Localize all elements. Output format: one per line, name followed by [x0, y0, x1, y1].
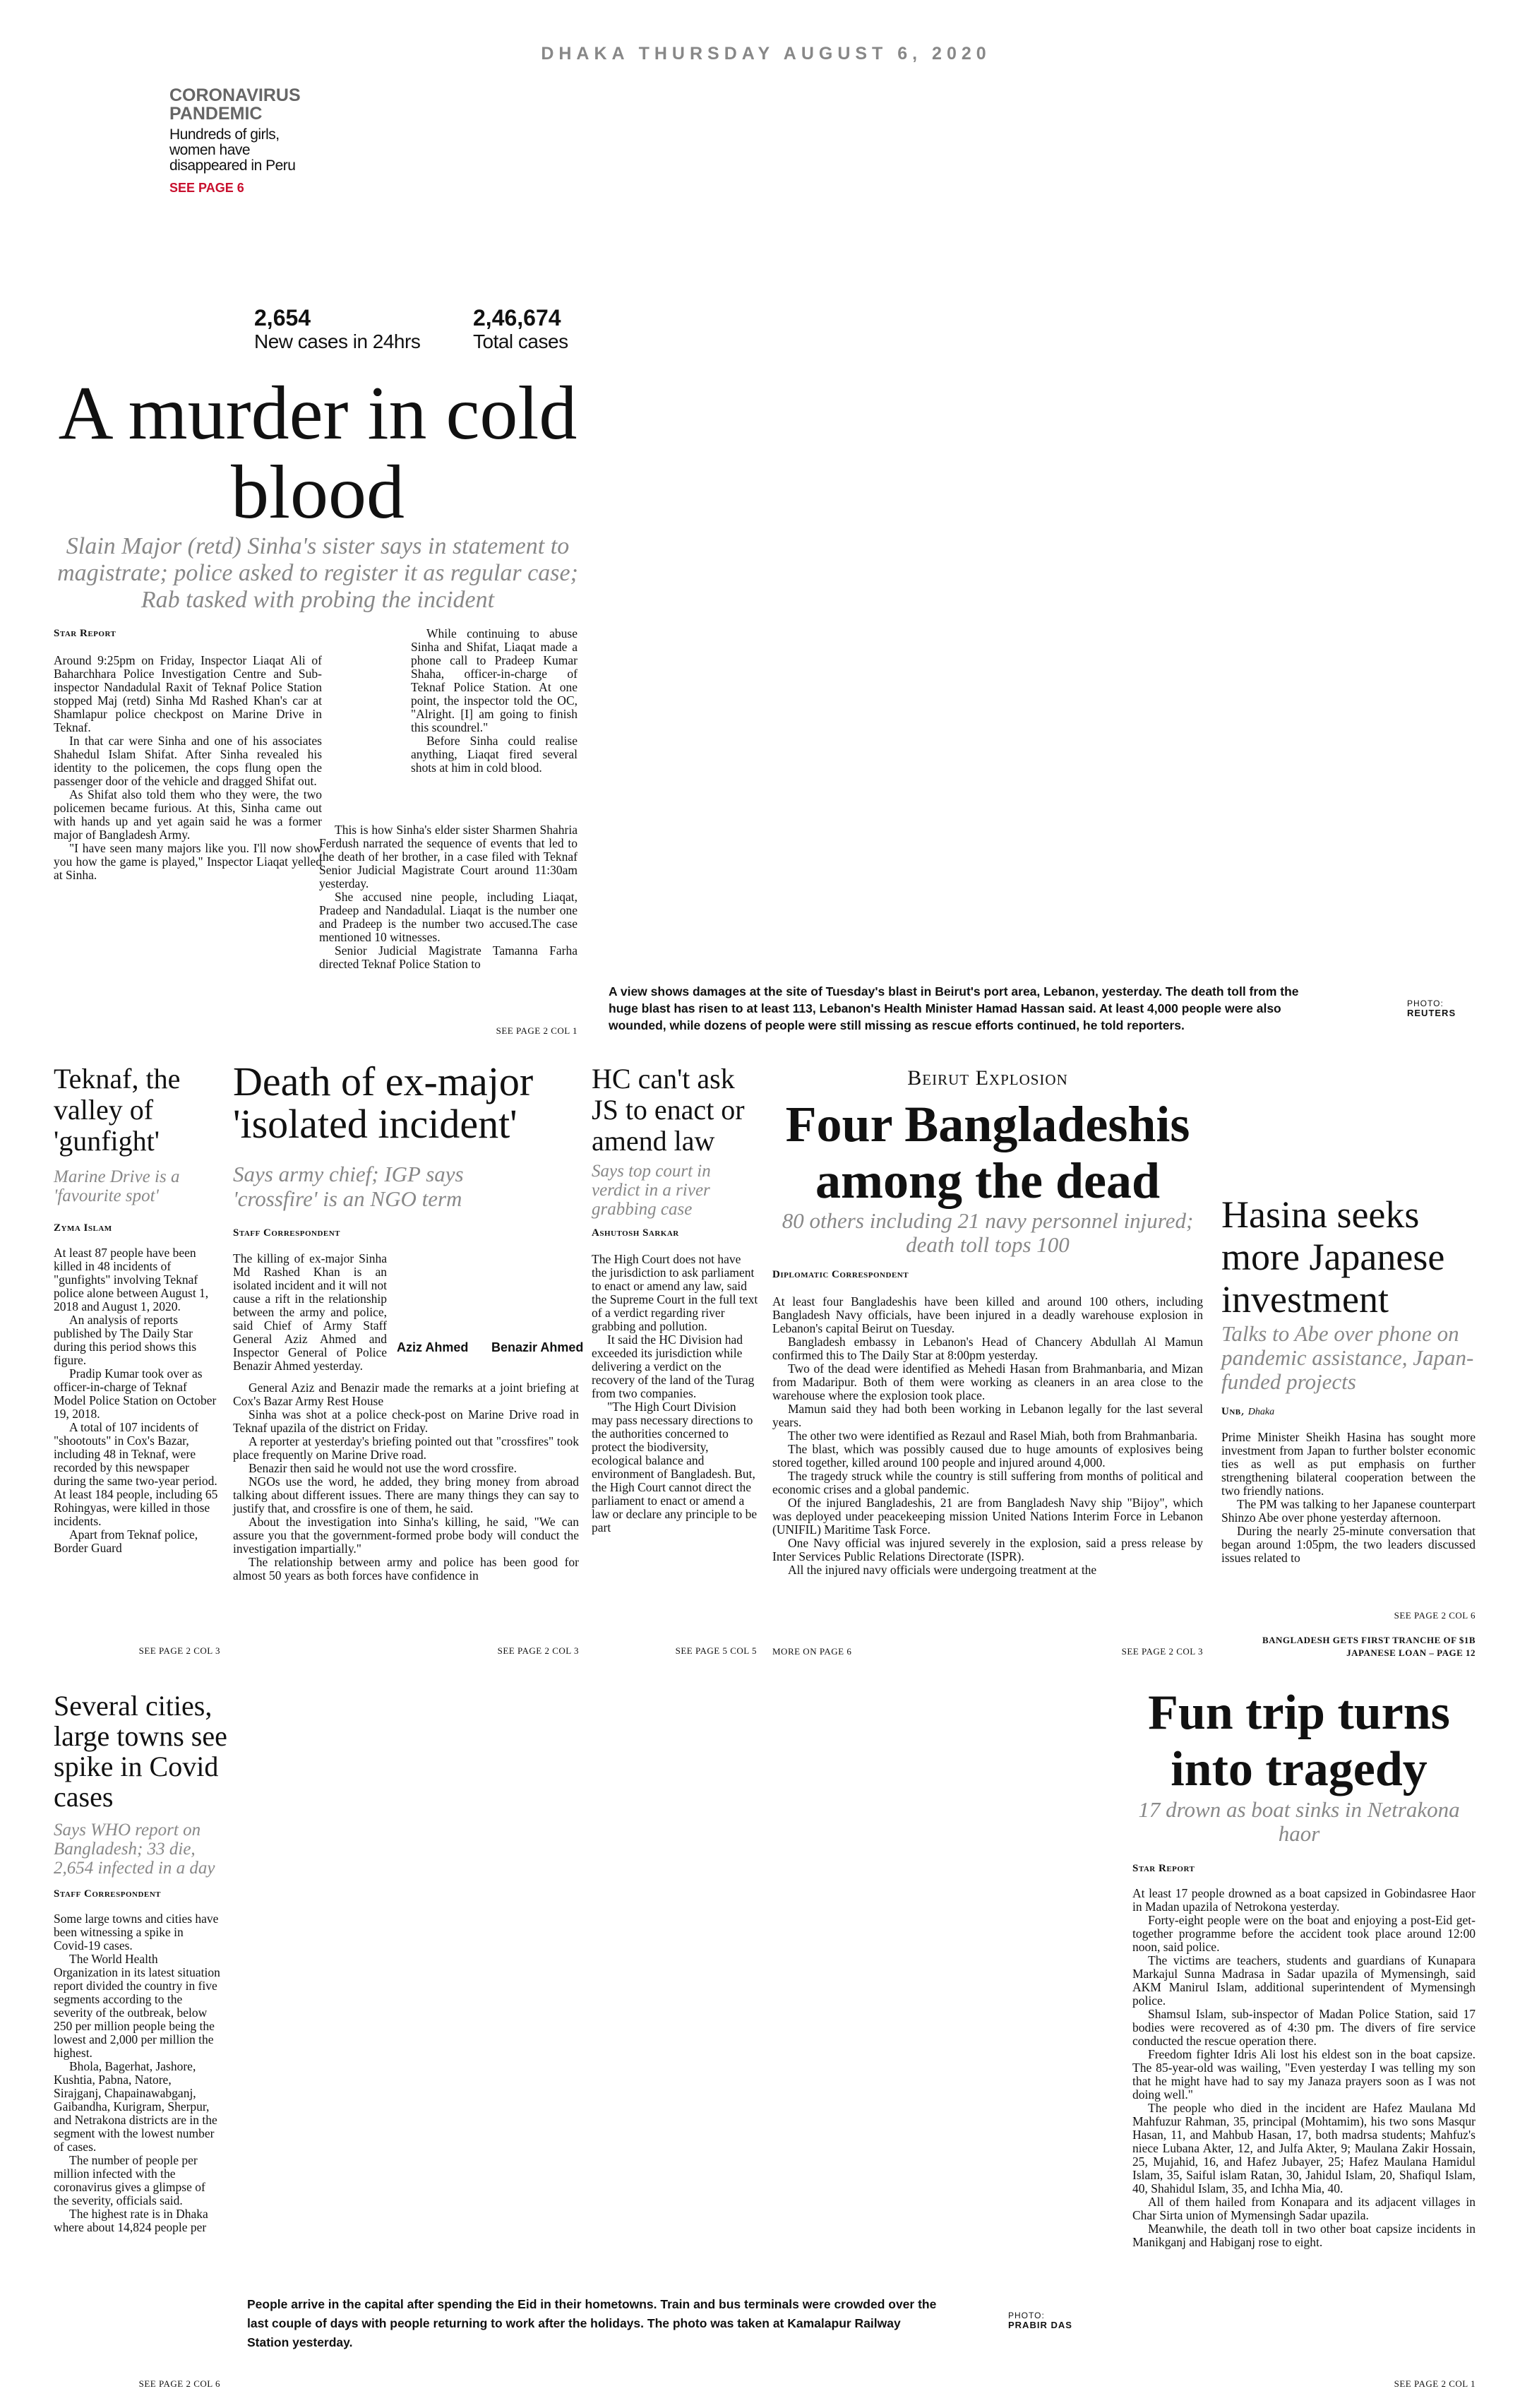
paragraph: This is how Sinha's elder sister Sharmen Shahria Ferdush narrated the sequence of events that led to the death of her brother, in a case filed with Teknaf Senior Judicial Magistrate Court around 11:30am yesterday.	[319, 823, 578, 890]
paragraph: The tragedy struck while the country is still suffering from months of political and economic crises and a global pandemic.	[772, 1469, 1203, 1496]
beirut-photo-caption: A view shows damages at the site of Tuesday's blast in Beirut's port area, Lebanon, yesterday. The death toll from the huge blast has risen to at least 113, Lebanon's Health Minister Hamad Hassan said. At least 4,000 people were also wounded, while dozens of people were still missing as rescue efforts continued, he told reporters.	[609, 984, 1299, 1032]
photo-label-aziz: Aziz Ahmed	[397, 1340, 469, 1354]
stat-value: 2,654	[254, 305, 311, 330]
lead-byline: Star Report	[54, 628, 116, 639]
paragraph: Apart from Teknaf police, Border Guard	[54, 1527, 198, 1555]
paragraph: An analysis of reports published by The Daily Star during this period shows this figure.	[54, 1313, 197, 1367]
army-chief-igp-photo	[394, 1251, 579, 1343]
hasina-jump[interactable]: SEE PAGE 2 COL 6	[1394, 1610, 1476, 1621]
covid-headline[interactable]: Several cities, large towns see spike in Covid cases	[54, 1690, 227, 1813]
paragraph: Before Sinha could realise anything, Liaqat fired several shots at him in cold blood.	[411, 734, 578, 775]
paragraph: She accused nine people, including Liaqat, Pradeep and Nandadulal. Liaqat is the number one and Pradeep is the number two accused.The case mentioned 10 witnesses.	[319, 890, 578, 944]
stat-value: 2,46,674	[473, 305, 561, 330]
beirut-kicker: Beirut Explosion	[907, 1066, 1068, 1090]
teaser-kicker: CORONAVIRUS PANDEMIC	[169, 85, 301, 124]
isolated-byline: Staff Correspondent	[233, 1227, 341, 1239]
stat-new-cases	[254, 305, 420, 353]
paragraph: The number of people per million infected with the coronavirus gives a glimpse of the severity, officials said.	[54, 2153, 205, 2207]
beirut-photo-credit	[1407, 999, 1471, 1018]
lead-deck: Slain Major (retd) Sinha's sister says in statement to magistrate; police asked to register it as regular case; Rab tasked with probing the incident	[57, 533, 578, 613]
paragraph: Of the injured Bangladeshis, 21 are from Bangladesh Navy ship "Bijoy", which was deployed under peacekeeping mission United Nations Interim Force in Lebanon (UNIFIL) Maritime Task Force.	[772, 1496, 1203, 1537]
lead-headline[interactable]: A murder in cold blood	[58, 371, 578, 535]
teaser-text: Hundreds of girls, women have disappeared in Peru	[169, 126, 296, 174]
photo-label-benazir: Benazir Ahmed	[491, 1340, 584, 1354]
paragraph: NGOs use the word, he added, they bring money from abroad talking about different issues. There are many things they can say to justify that, and crossfire is one of them, he said.	[233, 1474, 579, 1515]
paragraph: Senior Judicial Magistrate Tamanna Farha directed Teknaf Police Station to	[319, 943, 578, 971]
lead-column-1	[54, 654, 322, 882]
paragraph: As Shifat also told them who they were, the two policemen became furious. At this, Sinha came out with hands up and yet again said he was a former major of Bangladesh Army.	[54, 787, 322, 842]
boat-byline: Star Report	[1132, 1863, 1195, 1874]
stat-label: Total cases	[473, 330, 568, 352]
credit-name: REUTERS	[1407, 1008, 1456, 1018]
boat-jump[interactable]: SEE PAGE 2 COL 1	[1394, 2378, 1476, 2389]
teknaf-byline: Zyma Islam	[54, 1222, 112, 1234]
paragraph: One Navy official was injured severely in the explosion, said a press release by Inter Services Public Relations Directorate (ISPR).	[772, 1536, 1203, 1563]
paragraph: General Aziz and Benazir made the remarks at a joint briefing at Cox's Bazar Army Rest House	[233, 1381, 579, 1408]
beirut-deck: 80 others including 21 navy personnel injured; death toll tops 100	[782, 1208, 1194, 1257]
paragraph: The blast, which was possibly caused due to huge amounts of explosives being stored together, killed around 100 people and injured around 4,000.	[772, 1442, 1203, 1470]
teaser-box[interactable]	[169, 86, 318, 196]
covid-body	[54, 1912, 220, 2234]
paragraph: The High Court does not have the jurisdiction to ask parliament to enact or amend any law, said the Supreme Court in the full text of a verdict regarding river grabbing and pollution.	[592, 1252, 758, 1333]
covid-deck: Says WHO report on Bangladesh; 33 die, 2,654 infected in a day	[54, 1820, 215, 1878]
paragraph: All of them hailed from Konapara and its adjacent villages in Char Sirta union of Mymensingh Sadar upazila.	[1132, 2195, 1476, 2222]
paragraph: A total of 107 incidents of "shootouts" in Cox's Bazar, including 48 in Teknaf, were recorded by this newspaper during the same two-year period. At least 184 people, including 65 Rohingyas, were killed in those incidents.	[54, 1420, 218, 1528]
teknaf-deck: Marine Drive is a 'favourite spot'	[54, 1167, 180, 1205]
hasina-headline[interactable]: Hasina seeks more Japanese investment	[1221, 1193, 1445, 1321]
railway-station-photo	[247, 1681, 1113, 2302]
paragraph: A reporter at yesterday's briefing pointed out that "crossfires" took place frequently on Marine Drive road.	[233, 1434, 579, 1462]
paragraph: At least 17 people drowned as a boat capsized in Gobindasree Haor in Madan upazila of Netrokona yesterday.	[1132, 1886, 1476, 1914]
teknaf-headline[interactable]: Teknaf, the valley of 'gunfight'	[54, 1063, 181, 1157]
paragraph: During the nearly 25-minute conversation that began around 1:05pm, the two leaders discussed issues related to	[1221, 1524, 1476, 1565]
paragraph: Two of the dead were identified as Mehedi Hasan from Brahmanbaria, and Mizan from Madaripur. Both of them were working as cleaners in an area close to the warehouse where the explosion took place.	[772, 1361, 1203, 1402]
beirut-jump[interactable]: SEE PAGE 2 COL 3	[1121, 1646, 1203, 1657]
paragraph: Around 9:25pm on Friday, Inspector Liaqat Ali of Baharchhara Police Investigation Centre and Sub-inspector Nandadulal Raxit of Teknaf Police Station stopped Maj (retd) Sinha Md Rashed Khan's car at Shamlapur police checkpost on Marine Drive in Teknaf.	[54, 653, 322, 734]
hasina-body	[1221, 1431, 1476, 1565]
paragraph: The highest rate is in Dhaka where about 14,824 people per	[54, 2207, 208, 2234]
lead-jump[interactable]: SEE PAGE 2 COL 1	[496, 1025, 578, 1036]
beirut-photo	[609, 295, 1484, 977]
paragraph: Bhola, Bagerhat, Jashore, Kushtia, Pabna, Natore, Sirajganj, Chapainawabganj, Gaibandha, Kurigram, Sherpur, and Netrakona districts are in the segment with the lowest number of cases.	[54, 2059, 217, 2154]
paragraph: "I have seen many majors like you. I'll now show you how the game is played," Inspector Liaqat yelled at Sinha.	[54, 841, 322, 882]
credit-name: PRABIR DAS	[1008, 2320, 1072, 2330]
paragraph: The PM was talking to her Japanese counterpart Shinzo Abe over phone yesterday afternoon.	[1221, 1497, 1476, 1525]
credit-label: PHOTO:	[1008, 2311, 1045, 2320]
paragraph: Bangladesh embassy in Lebanon's Head of Chancery Abdullah Al Mamun confirmed this to The Daily Star at 8:00pm yesterday.	[772, 1335, 1203, 1362]
covid-jump[interactable]: SEE PAGE 2 COL 6	[138, 2378, 220, 2389]
beirut-body	[772, 1295, 1203, 1577]
hc-deck: Says top court in verdict in a river grabbing case	[592, 1162, 711, 1219]
paragraph: "The High Court Division may pass necessary directions to the authorities concerned to protect the biodiversity, ecological balance and environment of Bangladesh. But, the High Court cannot direct the parliament to enact or amend a law or declare any principle to be part	[592, 1400, 758, 1534]
paragraph: Mamun said they had both been working in Lebanon legally for the last several years.	[772, 1402, 1203, 1429]
lead-column-2-top	[411, 627, 578, 775]
paragraph: Meanwhile, the death toll in two other boat capsize incidents in Manikganj and Habiganj rose to eight.	[1132, 2222, 1476, 2249]
paragraph: Benazir then said he would not use the word crossfire.	[249, 1461, 517, 1475]
hasina-deck: Talks to Abe over phone on pandemic assistance, Japan-funded projects	[1221, 1321, 1474, 1394]
paragraph: Shamsul Islam, sub-inspector of Madan Police Station, said 17 bodies were recovered as of 4:30 pm. The divers of fire service conducted the rescue operation there.	[1132, 2007, 1476, 2048]
paragraph: Sinha was shot at a police check-post on Marine Drive road in Teknaf upazila of the district on Friday.	[233, 1407, 579, 1435]
isolated-body	[233, 1381, 579, 1583]
lead-column-2-bottom	[319, 823, 578, 971]
boat-headline[interactable]: Fun trip turns into tragedy	[1148, 1686, 1450, 1796]
paragraph: About the investigation into Sinha's killing, he said, "We can assure you that the government-formed probe body will conduct the investigation impartially."	[233, 1515, 579, 1556]
hasina-related-link[interactable]: BANGLADESH GETS FIRST TRANCHE OF $1B JAPANESE LOAN – PAGE 12	[1262, 1635, 1476, 1658]
teknaf-body	[54, 1246, 220, 1555]
hc-body	[592, 1253, 758, 1534]
beirut-headline[interactable]: Four Bangladeshis among the dead	[785, 1096, 1190, 1209]
paragraph: Pradip Kumar took over as officer-in-charge of Teknaf Model Police Station on October 19, 2018.	[54, 1366, 217, 1421]
teknaf-jump[interactable]: SEE PAGE 2 COL 3	[138, 1645, 220, 1656]
paragraph: While continuing to abuse Sinha and Shifat, Liaqat made a phone call to Pradeep Kumar Shaha, officer-in-charge of Teknaf Police Station. At one point, the inspector told the OC, "Alright. [I] am going to finish this scoundrel."	[411, 626, 578, 734]
isolated-deck: Says army chief; IGP says 'crossfire' is an NGO term	[233, 1162, 464, 1211]
paragraph: At least four Bangladeshis have been killed and around 100 others, including Bangladesh Navy officials, have been injured in a deadly warehouse explosion in Lebanon's capital Beirut on Tuesday.	[772, 1294, 1203, 1335]
paragraph: The people who died in the incident are Hafez Maulana Md Mahfuzur Rahman, 35, principal (Mohtamim), his two sons Masqur Hasan, 11, and Mahbub Hasan, 17, both madrsa students; Mahfuz's niece Lubana Akter, 12, and Julfa Akter, 9; Maulana Zakir Hossain, 25, Mujahid, 16, and Hafez Jubayer, 25; Hafez Maulana Hamidul Islam, 35, Saiful islam Ratan, 30, Jahidul Islam, 20, Shafiqul Islam, 40, Shahidul Islam, 35, and Ichha Mia, 40.	[1132, 2101, 1476, 2195]
isolated-jump[interactable]: SEE PAGE 2 COL 3	[497, 1645, 579, 1656]
covid-byline: Staff Correspondent	[54, 1888, 162, 1900]
dateline: DHAKA THURSDAY AUGUST 6, 2020	[541, 44, 991, 64]
paragraph: All the injured navy officials were undergoing treatment at the	[788, 1563, 1097, 1577]
teaser-link[interactable]: SEE PAGE 6	[169, 181, 244, 195]
paragraph: Forty-eight people were on the boat and enjoying a post-Eid get-together programme before the accident took place around 12:00 noon, said police.	[1132, 1913, 1476, 1954]
paragraph: Freedom fighter Idris Ali lost his eldest son in the boat capsize. The 85-year-old was wailing, "Even yesterday I was telling my son that he might have had to say my Janaza prayers soon as I was not doing well."	[1132, 2047, 1476, 2102]
hasina-byline-row: Unb, Dhaka	[1221, 1404, 1275, 1417]
paragraph: At least 87 people have been killed in 48 incidents of "gunfights" involving Teknaf police alone between August 1, 2018 and August 1, 2020.	[54, 1246, 209, 1313]
hc-byline: Ashutosh Sarkar	[592, 1227, 679, 1239]
paragraph: The victims are teachers, students and guardians of Kunapara Markajul Sunna Madrasa in Sadar upazila of Mymensingh, said AKM Manirul Islam, additional superintendent of Mymensingh police.	[1132, 1953, 1476, 2008]
paragraph: The other two were identified as Rezaul and Rasel Miah, both from Brahmanbaria.	[788, 1429, 1198, 1443]
paragraph: The World Health Organization in its latest situation report divided the country in five segments according to the severity of the outbreak, below 250 per million people being the lowest and 2,000 per million the highest.	[54, 1952, 220, 2060]
hc-headline[interactable]: HC can't ask JS to enact or amend law	[592, 1063, 745, 1157]
beirut-byline: Diplomatic Correspondent	[772, 1269, 909, 1280]
paragraph: It said the HC Division had exceeded its jurisdiction while delivering a verdict on the recovery of the land of the Turag from two companies.	[592, 1333, 755, 1400]
isolated-intro: The killing of ex-major Sinha Md Rashed Khan is an isolated incident and it will not cause a rift in the relationship between the army and police, said Chief of Army Staff General Aziz Ahmed and Inspector General of Police Benazir Ahmed yesterday.	[233, 1251, 387, 1373]
paragraph: In that car were Sinha and one of his associates Shahedul Islam Shifat. After Sinha revealed his identity to the policemen, the cops flung open the passenger door of the vehicle and dragged Shifat out.	[54, 734, 322, 788]
beirut-more[interactable]: MORE ON PAGE 6	[772, 1646, 852, 1657]
credit-label: PHOTO:	[1407, 999, 1444, 1008]
station-photo-credit	[1008, 2311, 1093, 2330]
hasina-byline-location: Dhaka	[1247, 1407, 1275, 1417]
boat-deck: 17 drown as boat sinks in Netrakona haor	[1138, 1797, 1460, 1846]
boat-body	[1132, 1887, 1476, 2249]
station-photo-caption: People arrive in the capital after spending the Eid in their hometowns. Train and bus terminals were crowded over the last couple of days with people returning to work after the holidays. The photo was taken at Kamalapur Railway Station yesterday.	[247, 2297, 937, 2349]
paragraph: Prime Minister Sheikh Hasina has sought more investment from Japan to further bolster economic ties as well as put emphasis on further strengthening bilateral cooperation between the two friendly nations.	[1221, 1430, 1476, 1498]
stat-label: New cases in 24hrs	[254, 330, 421, 352]
hc-jump[interactable]: SEE PAGE 5 COL 5	[675, 1645, 757, 1656]
stat-total-cases	[473, 305, 568, 353]
isolated-headline[interactable]: Death of ex-major 'isolated incident'	[233, 1059, 534, 1147]
paragraph: The relationship between army and police has been good for almost 50 years as both forces have confidence in	[233, 1555, 579, 1583]
hasina-byline: Unb	[1221, 1406, 1241, 1417]
paragraph: Some large towns and cities have been witnessing a spike in Covid-19 cases.	[54, 1912, 219, 1953]
